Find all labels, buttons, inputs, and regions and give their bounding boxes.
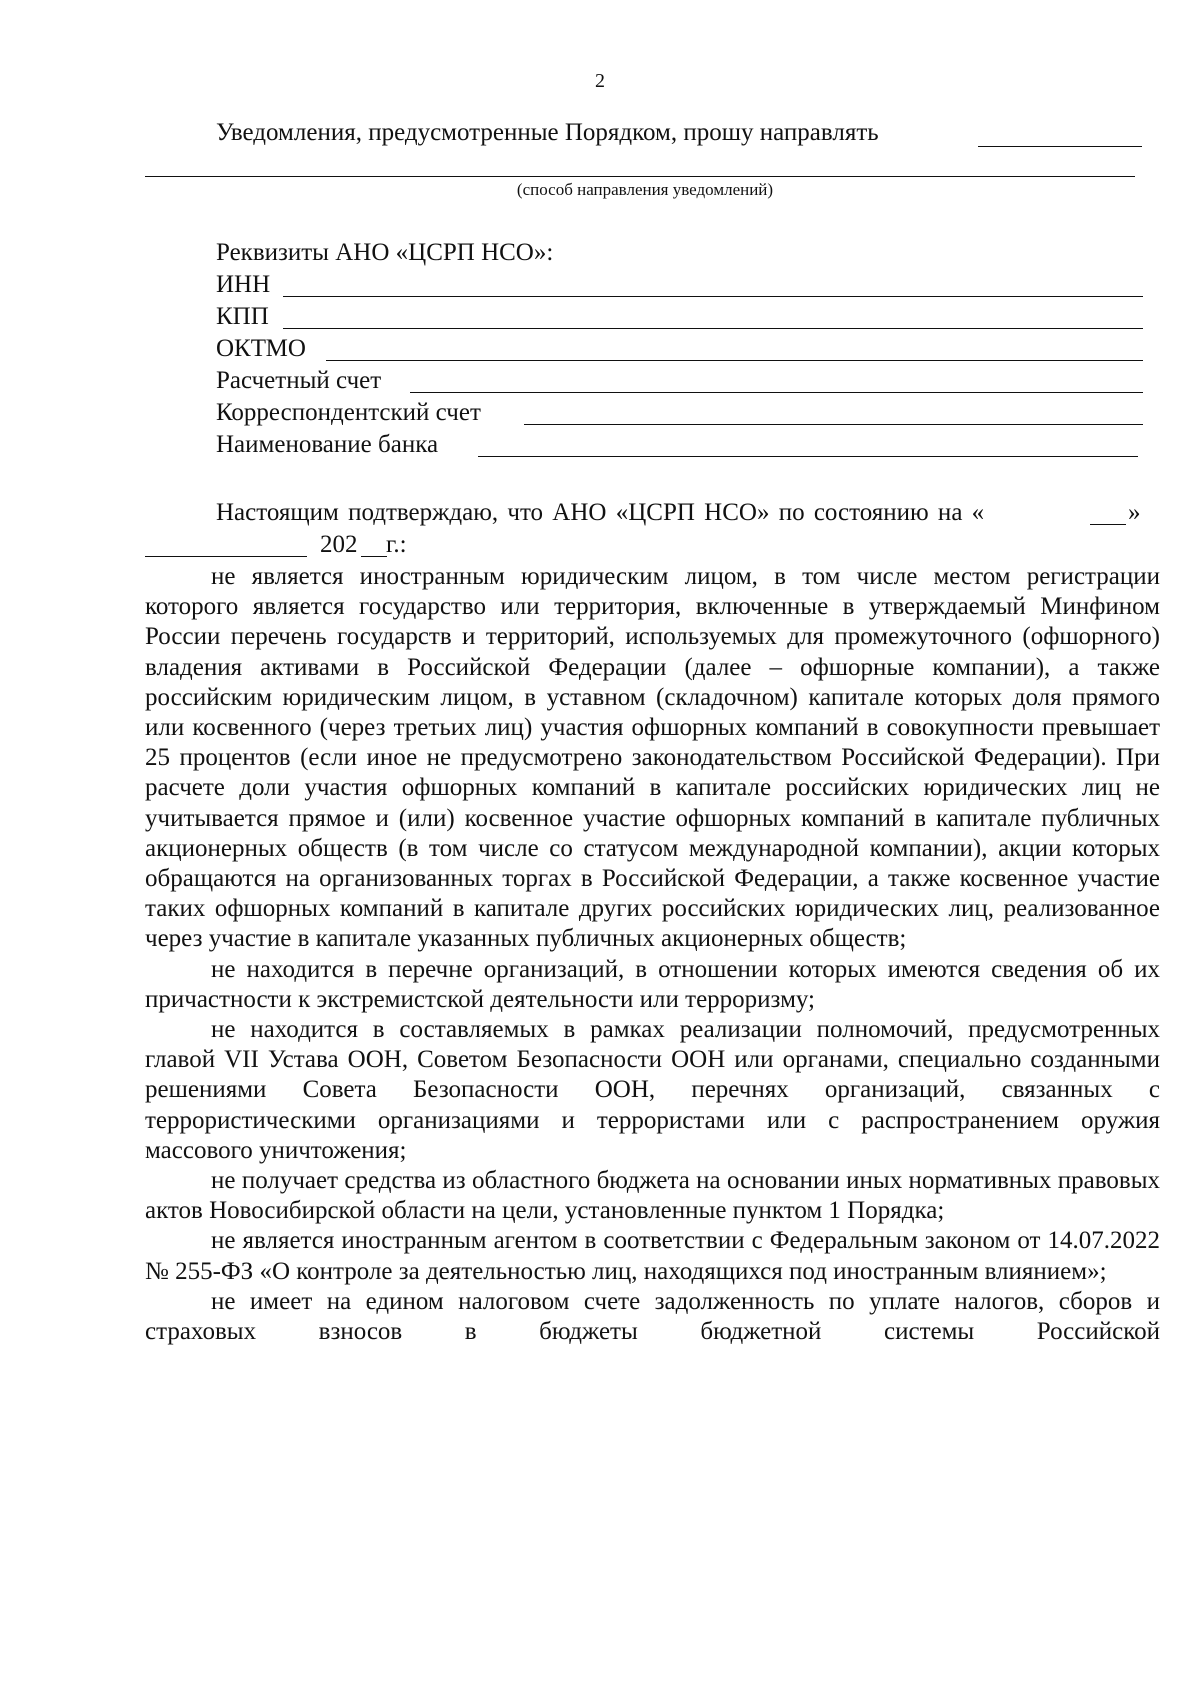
field-label-account: Расчетный счет: [216, 367, 382, 394]
field-blank-kpp[interactable]: [283, 328, 1143, 329]
notify-blank-long[interactable]: [145, 176, 1135, 177]
notify-blank-short[interactable]: [978, 146, 1142, 147]
field-label-corr-account: Корреспондентский счет: [216, 399, 481, 426]
field-label-oktmo: ОКТМО: [216, 335, 306, 362]
requisites-title: Реквизиты АНО «ЦСРП НСО»:: [216, 239, 554, 266]
confirm-text: Настоящим подтверждаю, что АНО «ЦСРП НСО» по состоянию на «: [216, 499, 985, 526]
field-blank-corr-account[interactable]: [524, 424, 1143, 425]
confirm-year-blank[interactable]: [361, 556, 387, 557]
confirm-year-prefix: 202: [320, 531, 358, 558]
field-label-kpp: КПП: [216, 303, 269, 330]
field-label-bank: Наименование банка: [216, 431, 439, 458]
field-blank-bank[interactable]: [478, 456, 1138, 457]
field-blank-oktmo[interactable]: [326, 360, 1143, 361]
condition-paragraph: не находится в перечне организаций, в отношении которых имеются сведения об их причастности к экстремистской деятельности или терроризму;: [145, 955, 1160, 1013]
field-blank-inn[interactable]: [283, 296, 1143, 297]
condition-paragraph: не получает средства из областного бюджета на основании иных нормативных правовых актов Новосибирской области на цели, установленные пунктом 1 Порядка;: [145, 1167, 1160, 1225]
confirm-day-blank[interactable]: [1090, 524, 1126, 525]
page-number: 2: [595, 70, 605, 92]
condition-paragraph: не является иностранным агентом в соответствии с Федеральным законом от 14.07.2022 № 255-ФЗ «О контроле за деятельностью лиц, находящихся под иностранным влиянием»;: [145, 1227, 1160, 1285]
confirm-month-blank[interactable]: [145, 556, 307, 557]
field-blank-account[interactable]: [410, 392, 1143, 393]
notify-caption: (способ направления уведомлений): [516, 180, 774, 199]
condition-paragraph: не является иностранным юридическим лицом, в том числе местом регистрации которого является государство или территория, включенные в утверждаемый Минфином России перечень государств и территорий, используемых для промежуточного (офшорного) владения активами в Российской Федерации (далее – офшорные компании), а также российским юридическим лицом, в уставном (складочном) капитале которых доля прямого или косвенного (через третьих лиц) участия офшорных компаний в совокупности превышает 25 процентов (если иное не предусмотрено законодательством Российской Федерации). При расчете доли участия офшорных компаний в капитале российских юридических лиц не учитывается прямое и (или) косвенное участие офшорных компаний в капитале публичных акционерных обществ (в том числе со статусом международной компании), акции которых обращаются на организованных торгах в Российской Федерации, а также косвенное участие таких офшорных компаний в капитале других российских юридических лиц, реализованное через участие в капитале указанных публичных акционерных обществ;: [145, 563, 1160, 953]
confirm-line: [216, 498, 1143, 528]
notify-text: Уведомления, предусмотренные Порядком, прошу направлять: [216, 119, 879, 146]
confirm-year-suffix: г.:: [386, 531, 407, 558]
field-label-inn: ИНН: [216, 271, 271, 298]
confirm-quote-end: »: [1128, 499, 1141, 526]
conditions-text: [145, 562, 1160, 1347]
condition-paragraph: не находится в составляемых в рамках реализации полномочий, предусмотренных главой VII Устава ООН, Советом Безопасности ООН или органами, специально созданными решениями Совета Безопасности ООН, перечнях организаций, связанных с террористическими организациями и террористами или с распространением оружия массового уничтожения;: [145, 1016, 1160, 1164]
condition-paragraph: не имеет на едином налоговом счете задолженность по уплате налогов, сборов и страховых взносов в бюджеты бюджетной системы Российской: [145, 1287, 1160, 1346]
